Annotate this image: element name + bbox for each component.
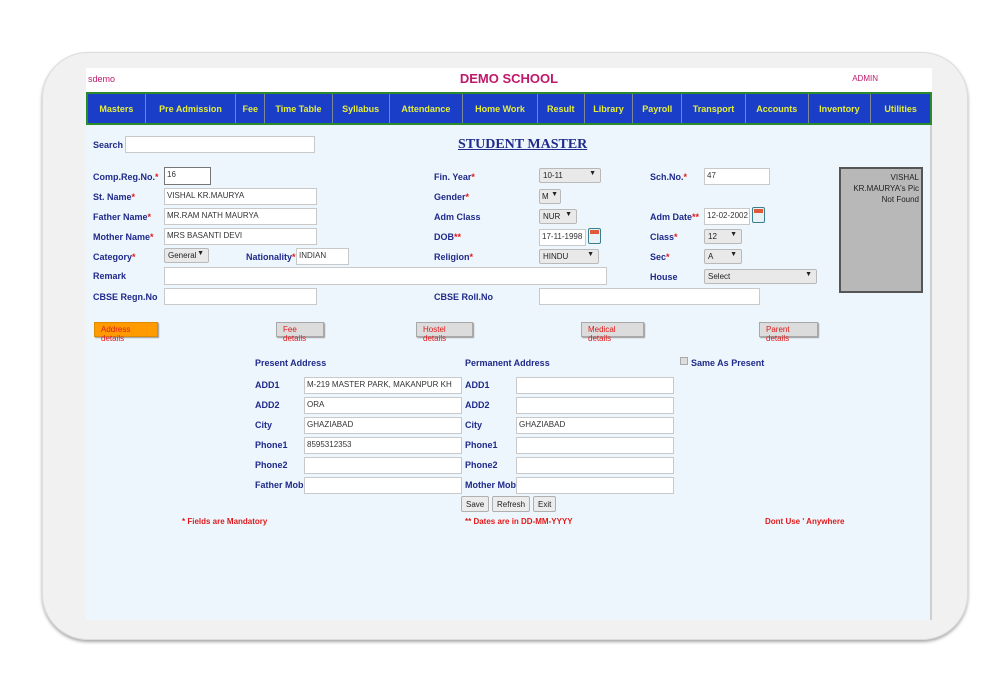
nav-item-attendance[interactable]: Attendance xyxy=(390,94,464,123)
cbse-regn-label: CBSE Regn.No xyxy=(93,292,158,302)
present-add1-label: ADD1 xyxy=(255,380,280,390)
permanent-phone1-input[interactable] xyxy=(516,437,674,454)
present-phone1-label: Phone1 xyxy=(255,440,288,450)
search-label: Search xyxy=(93,140,124,150)
category-label: Category* xyxy=(93,252,136,262)
fin-year-select[interactable]: 10-11 ▼ xyxy=(539,168,601,183)
refresh-button[interactable]: Refresh xyxy=(492,496,530,512)
class-label: Class* xyxy=(650,232,678,242)
mother-name-input[interactable]: MRS BASANTI DEVI xyxy=(164,228,317,245)
religion-label: Religion* xyxy=(434,252,474,262)
top-bar xyxy=(86,68,932,92)
chevron-down-icon: ▼ xyxy=(551,191,558,198)
chevron-down-icon: ▼ xyxy=(587,251,594,258)
adm-class-label: Adm Class xyxy=(434,212,481,222)
adm-date-label: Adm Date** xyxy=(650,212,700,222)
present-city-input[interactable]: GHAZIABAD xyxy=(304,417,462,434)
main-nav xyxy=(86,92,932,125)
chevron-down-icon: ▼ xyxy=(730,231,737,238)
calendar-icon[interactable] xyxy=(752,207,765,223)
nav-item-utilities[interactable]: Utilities xyxy=(884,103,917,114)
chevron-down-icon: ▼ xyxy=(589,170,596,177)
cbse-roll-label: CBSE Roll.No xyxy=(434,292,494,302)
class-select[interactable]: 12 ▼ xyxy=(704,229,742,244)
nav-item-home-work[interactable]: Home Work xyxy=(463,94,538,123)
present-phone1-input[interactable]: 8595312353 xyxy=(304,437,462,454)
adm-date-input[interactable]: 12-02-2002 xyxy=(704,208,750,225)
present-add2-input[interactable]: ORA xyxy=(304,397,462,414)
father-name-label: Father Name* xyxy=(93,212,152,222)
present-add1-input[interactable]: M-219 MASTER PARK, MAKANPUR KH xyxy=(304,377,462,394)
same-as-present-checkbox[interactable] xyxy=(680,357,688,365)
nav-item-pre-admission[interactable]: Pre Admission xyxy=(146,94,237,123)
house-select[interactable]: Select ▼ xyxy=(704,269,817,284)
present-father-mob-label: Father Mob xyxy=(255,480,304,490)
permanent-add2-input[interactable] xyxy=(516,397,674,414)
sch-no-label: Sch.No.* xyxy=(650,172,688,182)
mother-name-label: Mother Name* xyxy=(93,232,154,242)
st-name-input[interactable]: VISHAL KR.MAURYA xyxy=(164,188,317,205)
student-photo: VISHAL KR.MAURYA's Pic Not Found xyxy=(839,167,923,293)
dob-label: DOB** xyxy=(434,232,462,242)
present-city-label: City xyxy=(255,420,273,430)
brand-label: sdemo xyxy=(88,74,116,84)
tab-fee-details[interactable]: Fee details xyxy=(276,322,324,337)
present-add2-label: ADD2 xyxy=(255,400,280,410)
adm-class-select[interactable]: NUR ▼ xyxy=(539,209,577,224)
school-name: DEMO SCHOOL xyxy=(459,71,559,86)
fin-year-label: Fin. Year* xyxy=(434,172,475,182)
present-phone2-input[interactable] xyxy=(304,457,462,474)
mandatory-note: * Fields are Mandatory xyxy=(182,517,268,526)
chevron-down-icon: ▼ xyxy=(565,211,572,218)
sec-label: Sec* xyxy=(650,252,670,262)
remark-label: Remark xyxy=(93,271,127,281)
nationality-label: Nationality* xyxy=(246,252,296,262)
nav-item-syllabus[interactable]: Syllabus xyxy=(333,94,390,123)
religion-select[interactable]: HINDU ▼ xyxy=(539,249,599,264)
present-phone2-label: Phone2 xyxy=(255,460,288,470)
sch-no-input[interactable]: 47 xyxy=(704,168,770,185)
category-select[interactable]: General ▼ xyxy=(164,248,209,263)
permanent-add1-input[interactable] xyxy=(516,377,674,394)
remark-input[interactable] xyxy=(164,267,607,285)
tab-medical-details[interactable]: Medical details xyxy=(581,322,644,337)
same-as-present-label: Same As Present xyxy=(691,358,765,368)
permanent-address-title: Permanent Address xyxy=(465,358,550,368)
nav-item-accounts[interactable]: Accounts xyxy=(746,94,809,123)
nationality-input[interactable]: INDIAN xyxy=(296,248,349,265)
tab-parent-details[interactable]: Parent details xyxy=(759,322,818,337)
permanent-add1-label: ADD1 xyxy=(465,380,490,390)
chevron-down-icon: ▼ xyxy=(805,271,812,278)
nav-item-payroll[interactable]: Payroll xyxy=(633,94,682,123)
permanent-phone2-label: Phone2 xyxy=(465,460,498,470)
date-format-note: ** Dates are in DD-MM-YYYY xyxy=(465,517,573,526)
st-name-label: St. Name* xyxy=(93,192,136,202)
sec-select[interactable]: A ▼ xyxy=(704,249,742,264)
tab-hostel-details[interactable]: Hostel details xyxy=(416,322,473,337)
permanent-city-input[interactable]: GHAZIABAD xyxy=(516,417,674,434)
app-screen xyxy=(86,68,932,620)
present-father-mob-input[interactable] xyxy=(304,477,462,494)
gender-select[interactable]: M ▼ xyxy=(539,189,561,204)
permanent-city-label: City xyxy=(465,420,483,430)
house-label: House xyxy=(650,272,678,282)
chevron-down-icon: ▼ xyxy=(730,251,737,258)
nav-item-transport[interactable]: Transport xyxy=(682,94,746,123)
page-title: STUDENT MASTER xyxy=(458,137,588,152)
permanent-add2-label: ADD2 xyxy=(465,400,490,410)
permanent-phone1-label: Phone1 xyxy=(465,440,498,450)
cbse-roll-input[interactable] xyxy=(539,288,760,305)
scrollbar-track[interactable] xyxy=(930,125,932,620)
gender-label: Gender* xyxy=(434,192,470,202)
comp-reg-no-label: Comp.Reg.No.* xyxy=(93,172,159,182)
exit-button[interactable]: Exit xyxy=(533,496,556,512)
permanent-mother-mob-input[interactable] xyxy=(516,477,674,494)
calendar-icon[interactable] xyxy=(588,228,601,244)
tab-address-details[interactable]: Address details xyxy=(94,322,158,337)
comp-reg-no-input[interactable]: 16 xyxy=(164,167,211,185)
permanent-phone2-input[interactable] xyxy=(516,457,674,474)
father-name-input[interactable]: MR.RAM NATH MAURYA xyxy=(164,208,317,225)
cbse-regn-input[interactable] xyxy=(164,288,317,305)
chevron-down-icon: ▼ xyxy=(197,250,204,257)
search-input[interactable] xyxy=(125,136,315,153)
nav-item-inventory[interactable]: Inventory xyxy=(809,94,872,123)
nav-item-time-table[interactable]: Time Table xyxy=(265,94,333,123)
nav-item-fee[interactable]: Fee xyxy=(236,94,265,123)
present-address-title: Present Address xyxy=(255,358,327,368)
nav-item-library[interactable]: Library xyxy=(585,94,634,123)
save-button[interactable]: Save xyxy=(461,496,489,512)
quote-warning-note: Dont Use ' Anywhere xyxy=(765,517,845,526)
permanent-mother-mob-label: Mother Mob xyxy=(465,480,516,490)
dob-input[interactable]: 17-11-1998 xyxy=(539,229,586,246)
nav-item-masters[interactable]: Masters xyxy=(88,94,146,123)
nav-item-result[interactable]: Result xyxy=(538,94,585,123)
user-label[interactable]: ADMIN xyxy=(852,74,878,83)
